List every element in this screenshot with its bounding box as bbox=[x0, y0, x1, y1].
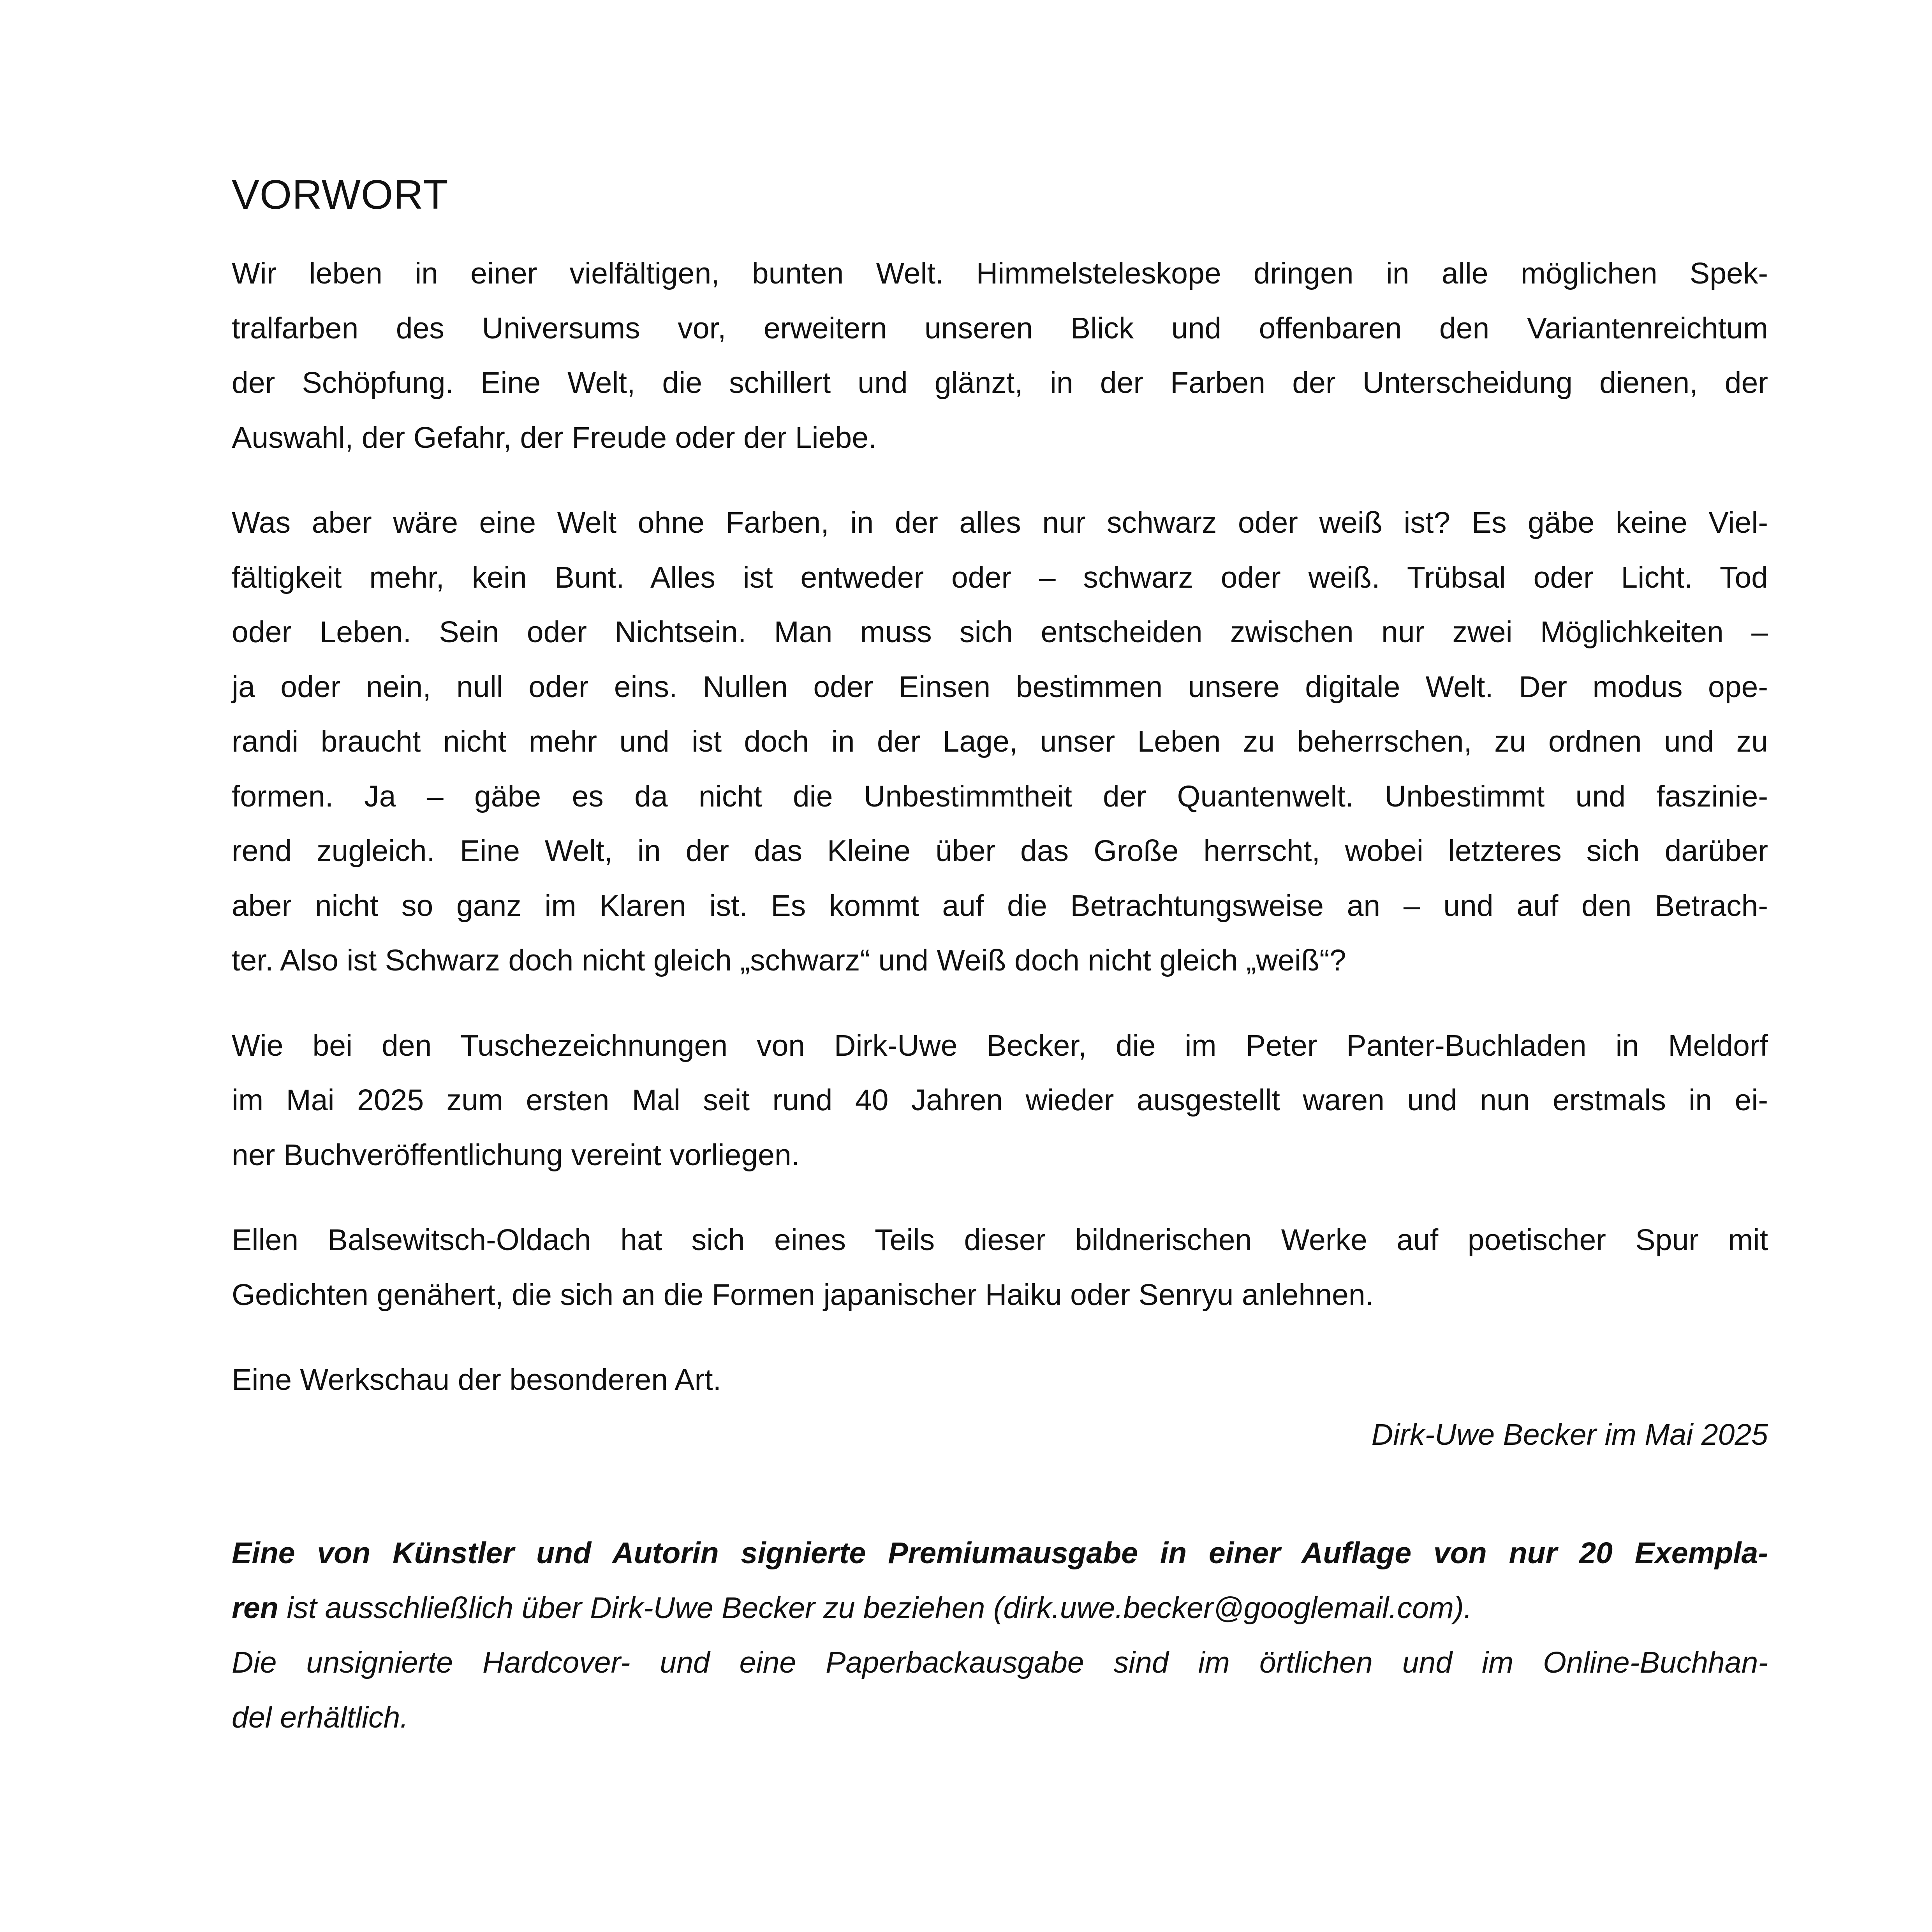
edition-notice bbox=[232, 1526, 1768, 1745]
notice-line: Die unsignierte Hardcover- und eine Paperbackausgabe sind im örtlichen und im Online-Buchhan- bbox=[232, 1646, 1768, 1679]
text-line: Gedichten genähert, die sich an die Formen japanischer Haiku oder Senryu anlehnen. bbox=[232, 1278, 1374, 1312]
paragraph-5 bbox=[232, 1353, 1768, 1407]
text-line: Ellen Balsewitsch-Oldach hat sich eines Teils dieser bildnerischen Werke auf poetischer Spur mit bbox=[232, 1223, 1768, 1257]
paragraph-2 bbox=[232, 495, 1768, 988]
signature: Dirk-Uwe Becker im Mai 2025 bbox=[1371, 1418, 1768, 1451]
notice-text: ist ausschließlich über Dirk-Uwe Becker zu beziehen (dirk.uwe.becker@googlemail.com). bbox=[278, 1591, 1472, 1625]
text-line: fältigkeit mehr, kein Bunt. Alles ist entweder oder – schwarz oder weiß. Trübsal oder Licht. Tod bbox=[232, 560, 1768, 594]
paragraph-3 bbox=[232, 1018, 1768, 1183]
text-line: ter. Also ist Schwarz doch nicht gleich „schwarz“ und Weiß doch nicht gleich „weiß“? bbox=[232, 944, 1346, 977]
text-line: formen. Ja – gäbe es da nicht die Unbestimmtheit der Quantenwelt. Unbestimmt und faszinie- bbox=[232, 779, 1768, 813]
text-line: Eine Werkschau der besonderen Art. bbox=[232, 1363, 721, 1397]
notice-line: del erhältlich. bbox=[232, 1700, 409, 1734]
paragraph-1 bbox=[232, 246, 1768, 465]
document-page bbox=[232, 167, 1768, 1745]
text-line: aber nicht so ganz im Klaren ist. Es kommt auf die Betrachtungsweise an – und auf den Betrach- bbox=[232, 889, 1768, 923]
text-line: oder Leben. Sein oder Nichtsein. Man muss sich entscheiden zwischen nur zwei Möglichkeiten – bbox=[232, 615, 1768, 649]
notice-bold-fragment: ren bbox=[232, 1591, 278, 1625]
text-line: Was aber wäre eine Welt ohne Farben, in der alles nur schwarz oder weiß ist? Es gäbe keine Viel- bbox=[232, 506, 1768, 539]
text-line: der Schöpfung. Eine Welt, die schillert und glänzt, in der Farben der Unterscheidung dienen, der bbox=[232, 366, 1768, 400]
text-line: randi braucht nicht mehr und ist doch in der Lage, unser Leben zu beherrschen, zu ordnen und zu bbox=[232, 725, 1768, 758]
text-line: ner Buchveröffentlichung vereint vorliegen. bbox=[232, 1138, 800, 1172]
text-line: ja oder nein, null oder eins. Nullen oder Einsen bestimmen unsere digitale Welt. Der modus ope- bbox=[232, 670, 1768, 704]
text-line: rend zugleich. Eine Welt, in der das Kleine über das Große herrscht, wobei letzteres sich darüber bbox=[232, 834, 1768, 868]
page-title: VORWORT bbox=[232, 172, 449, 218]
text-line: tralfarben des Universums vor, erweitern unseren Blick und offenbaren den Variantenreichtum bbox=[232, 311, 1768, 345]
text-line: im Mai 2025 zum ersten Mal seit rund 40 Jahren wieder ausgestellt waren und nun erstmals in ei- bbox=[232, 1083, 1768, 1117]
notice-line bbox=[232, 1581, 1768, 1636]
paragraph-4 bbox=[232, 1213, 1768, 1322]
notice-bold-line: Eine von Künstler und Autorin signierte Premiumausgabe in einer Auflage von nur 20 Exempla- bbox=[232, 1536, 1768, 1570]
text-line: Wir leben in einer vielfältigen, bunten Welt. Himmelsteleskope dringen in alle möglichen Spek- bbox=[232, 257, 1768, 290]
text-line: Wie bei den Tuschezeichnungen von Dirk-Uwe Becker, die im Peter Panter-Buchladen in Meldorf bbox=[232, 1029, 1768, 1062]
text-line: Auswahl, der Gefahr, der Freude oder der Liebe. bbox=[232, 421, 877, 454]
